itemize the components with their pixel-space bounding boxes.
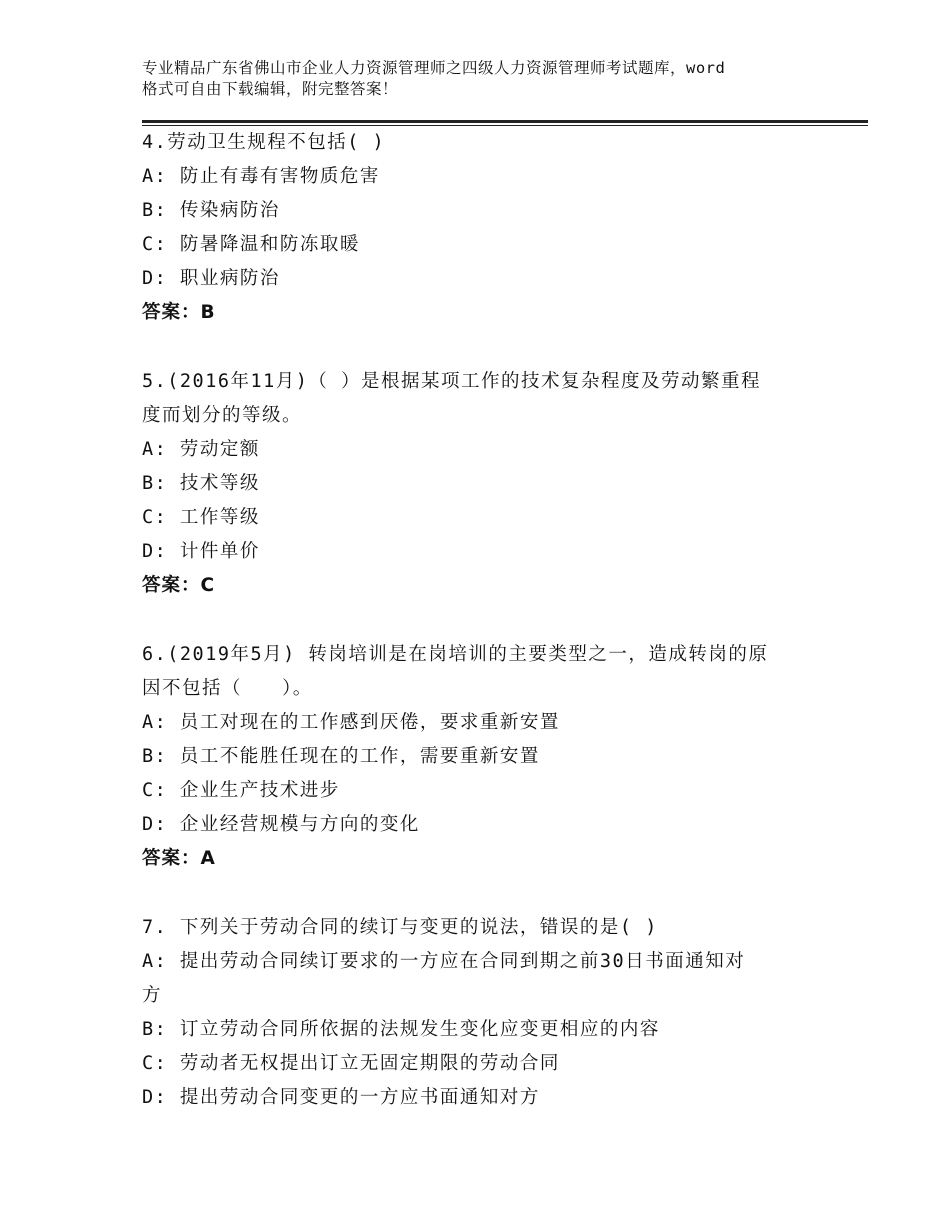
question-stem-continued: 度而划分的等级。 bbox=[142, 405, 303, 426]
option-c: C: 工作等级 bbox=[142, 507, 260, 528]
option-d: D: 计件单价 bbox=[142, 541, 260, 562]
option-b: B: 订立劳动合同所依据的法规发生变化应变更相应的内容 bbox=[142, 1019, 660, 1040]
option-b: B: 技术等级 bbox=[142, 473, 260, 494]
question-stem-continued: 因不包括（ ）。 bbox=[142, 678, 313, 699]
option-b: B: 传染病防治 bbox=[142, 200, 280, 221]
option-a: A: 劳动定额 bbox=[142, 439, 260, 460]
question-5 bbox=[142, 365, 822, 603]
question-stem: 4.劳动卫生规程不包括( ) bbox=[142, 132, 386, 153]
header-divider-thick bbox=[142, 120, 868, 123]
question-4 bbox=[142, 126, 822, 330]
header-line-2: 格式可自由下载编辑，附完整答案！ bbox=[142, 80, 399, 98]
option-a-continued: 方 bbox=[142, 985, 163, 1006]
option-a: A: 员工对现在的工作感到厌倦，要求重新安置 bbox=[142, 712, 560, 733]
option-a: A: 防止有毒有害物质危害 bbox=[142, 166, 380, 187]
answer: 答案：A bbox=[142, 848, 216, 869]
option-c: C: 劳动者无权提出订立无固定期限的劳动合同 bbox=[142, 1053, 560, 1074]
option-c: C: 企业生产技术进步 bbox=[142, 780, 340, 801]
option-d: D: 职业病防治 bbox=[142, 268, 280, 289]
answer: 答案：B bbox=[142, 302, 216, 323]
question-stem: 7. 下列关于劳动合同的续订与变更的说法，错误的是( ) bbox=[142, 917, 658, 938]
option-c: C: 防暑降温和防冻取暖 bbox=[142, 234, 360, 255]
option-d: D: 企业经营规模与方向的变化 bbox=[142, 814, 420, 835]
document-header bbox=[142, 58, 832, 100]
question-stem: 5.(2016年11月)（ ）是根据某项工作的技术复杂程度及劳动繁重程 bbox=[142, 371, 762, 392]
option-d: D: 提出劳动合同变更的一方应书面通知对方 bbox=[142, 1087, 540, 1108]
header-line-1: 专业精品广东省佛山市企业人力资源管理师之四级人力资源管理师考试题库，word bbox=[142, 59, 726, 77]
question-stem: 6.(2019年5月) 转岗培训是在岗培训的主要类型之一，造成转岗的原 bbox=[142, 644, 769, 665]
option-a: A: 提出劳动合同续订要求的一方应在合同到期之前30日书面通知对 bbox=[142, 951, 746, 972]
option-b: B: 员工不能胜任现在的工作，需要重新安置 bbox=[142, 746, 540, 767]
answer: 答案：C bbox=[142, 575, 216, 596]
question-6 bbox=[142, 638, 822, 876]
question-7 bbox=[142, 911, 822, 1115]
